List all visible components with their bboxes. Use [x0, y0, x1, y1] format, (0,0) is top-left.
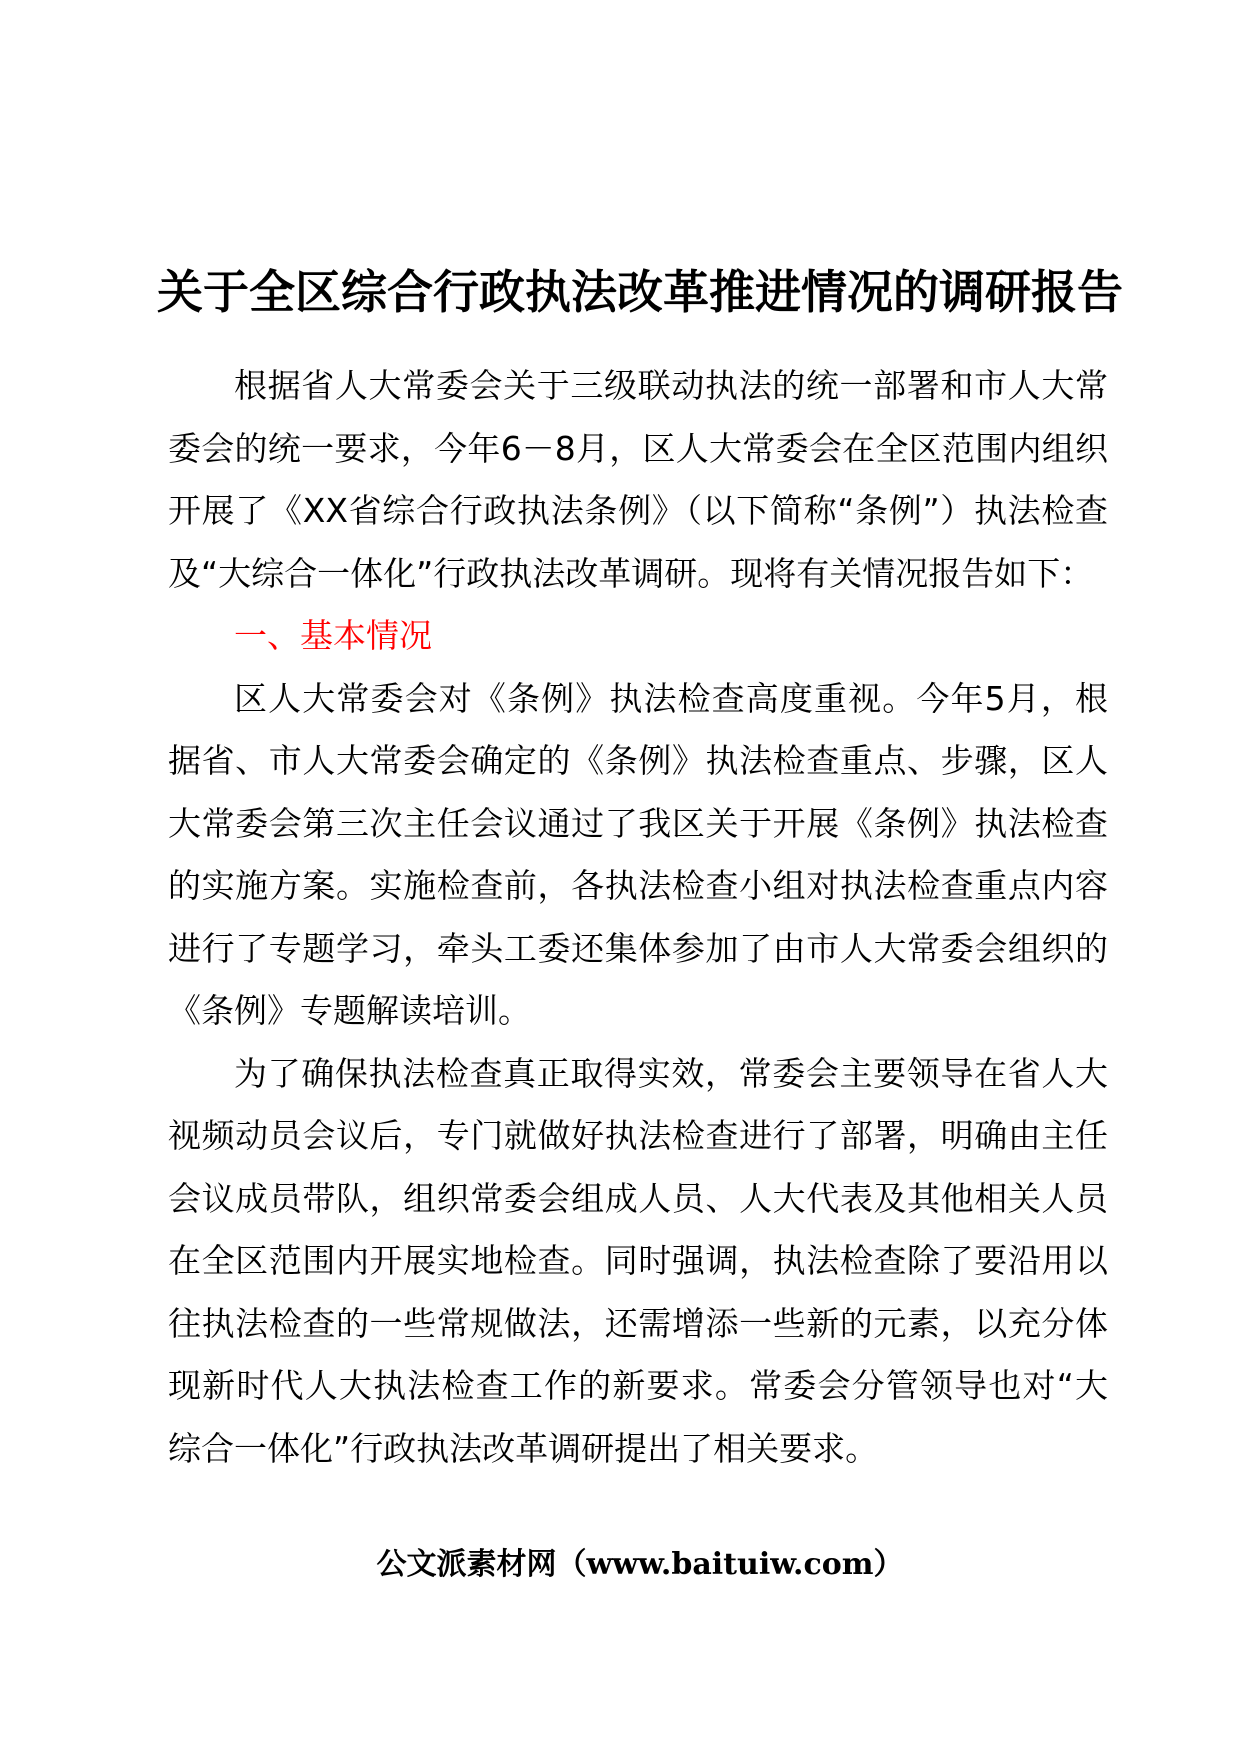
- paragraph-inspection-emphasis: 区人大常委会对《条例》执法检查高度重视。今年5月，根据省、市人大常委会确定的《条例》执法检查重点、步骤，区人大常委会第三次主任会议通过了我区关于开展《条例》执法检查的实施方案。实施检查前，各执法检查小组对执法检查重点内容进行了专题学习，牵头工委还集体参加了由市人大常委会组织的《条例》专题解读培训。: [168, 678, 1108, 1030]
- paragraph-intro: 根据省人大常委会关于三级联动执法的统一部署和市人大常委会的统一要求，今年6－8月，区人大常委会在全区范围内组织开展了《XX省综合行政执法条例》（以下简称“条例”）执法检查及“大综合一体化”行政执法改革调研。现将有关情况报告如下：: [168, 366, 1108, 593]
- document-title: 关于全区综合行政执法改革推进情况的调研报告: [157, 265, 1123, 319]
- document-body: [168, 355, 1108, 1480]
- paragraph-inspection-effectiveness: 为了确保执法检查真正取得实效，常委会主要领导在省人大视频动员会议后，专门就做好执法检查进行了部署，明确由主任会议成员带队，组织常委会组成人员、人大代表及其他相关人员在全区范围内开展实地检查。同时强调，执法检查除了要沿用以往执法检查的一些常规做法，还需增添一些新的元素，以充分体现新时代人大执法检查工作的新要求。常委会分管领导也对“大综合一体化”行政执法改革调研提出了相关要求。: [168, 1053, 1108, 1468]
- section-heading-basic-situation: 一、基本情况: [234, 616, 432, 655]
- footer-watermark: 公文派素材网（www.baituiw.com）: [376, 1547, 904, 1582]
